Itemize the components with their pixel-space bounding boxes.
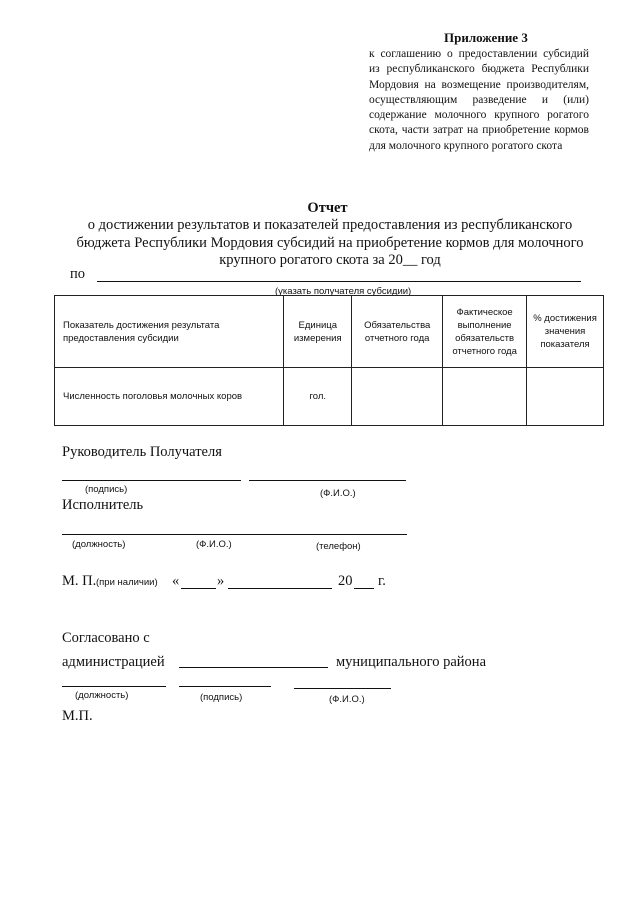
table-row (55, 368, 604, 426)
agreed-label: Согласовано с (62, 630, 150, 646)
cell-percent[interactable] (527, 368, 604, 426)
agreed-fio-line[interactable] (294, 688, 391, 689)
agreed-position-line[interactable] (62, 686, 166, 687)
recipient-line[interactable] (97, 281, 581, 282)
cell-indicator: Численность поголовья молочных коров (55, 368, 284, 426)
mp-final: М.П. (62, 708, 93, 724)
cell-unit: гол. (284, 368, 352, 426)
executor-phone-caption: (телефон) (316, 541, 361, 552)
administration-line[interactable] (179, 667, 328, 668)
municipal-label: муниципального района (336, 654, 486, 670)
mp-note: (при наличии) (96, 577, 158, 588)
head-signature-line[interactable] (62, 480, 241, 481)
executor-position-caption: (должность) (72, 539, 126, 550)
cell-obligations[interactable] (352, 368, 443, 426)
day-line[interactable] (181, 588, 216, 589)
year-suffix: г. (378, 573, 386, 589)
agreed-position-caption: (должность) (75, 690, 129, 701)
month-line[interactable] (228, 588, 332, 589)
agreed-fio-caption: (Ф.И.О.) (329, 694, 365, 705)
quote-open: « (172, 573, 180, 589)
table-header-row (55, 296, 604, 368)
agreed-signature-caption: (подпись) (200, 692, 243, 703)
year-line[interactable] (354, 588, 374, 589)
head-signature-caption: (подпись) (85, 484, 128, 495)
agreed-signature-line[interactable] (179, 686, 271, 687)
report-subtitle: о достижении результатов и показателей предоставления из республиканского бюджета Республики Мордовия субсидий на приобретение кормов для молочного крупного рогатого скота за 20__ год (76, 217, 584, 268)
header-actual: Фактическое выполнение обязательств отчетного года (443, 296, 527, 368)
recipient-caption: (указать получателя субсидии) (275, 286, 412, 297)
cell-actual[interactable] (443, 368, 527, 426)
appendix-title: Приложение 3 (444, 30, 528, 45)
header-obligations: Обязательства отчетного года (352, 296, 443, 368)
year-prefix: 20 (338, 573, 353, 589)
quote-close: » (217, 573, 225, 589)
executor-label: Исполнитель (62, 497, 144, 513)
head-label: Руководитель Получателя (62, 444, 222, 460)
head-fio-caption: (Ф.И.О.) (320, 488, 356, 499)
appendix-body: к соглашению о предоставлении субсидий из республиканского бюджета Республики Мордовия на возмещение производителям, осуществляющим разведение и (или) содержание молочного крупного рогатого скота, части затрат на приобретение кормов для молочного крупного рогатого скота (369, 48, 589, 152)
executor-line[interactable] (62, 534, 407, 535)
recipient-prefix: по (70, 266, 86, 282)
header-percent: % достижения значения показателя (527, 296, 604, 368)
report-table (54, 295, 604, 426)
header-unit: Единица измерения (284, 296, 352, 368)
report-title: Отчет (307, 200, 348, 216)
executor-fio-caption: (Ф.И.О.) (196, 539, 232, 550)
mp-label: М. П. (62, 573, 97, 589)
administration-label: администрацией (62, 654, 165, 670)
head-fio-line[interactable] (249, 480, 406, 481)
header-indicator: Показатель достижения результата предоставления субсидии (55, 296, 284, 368)
